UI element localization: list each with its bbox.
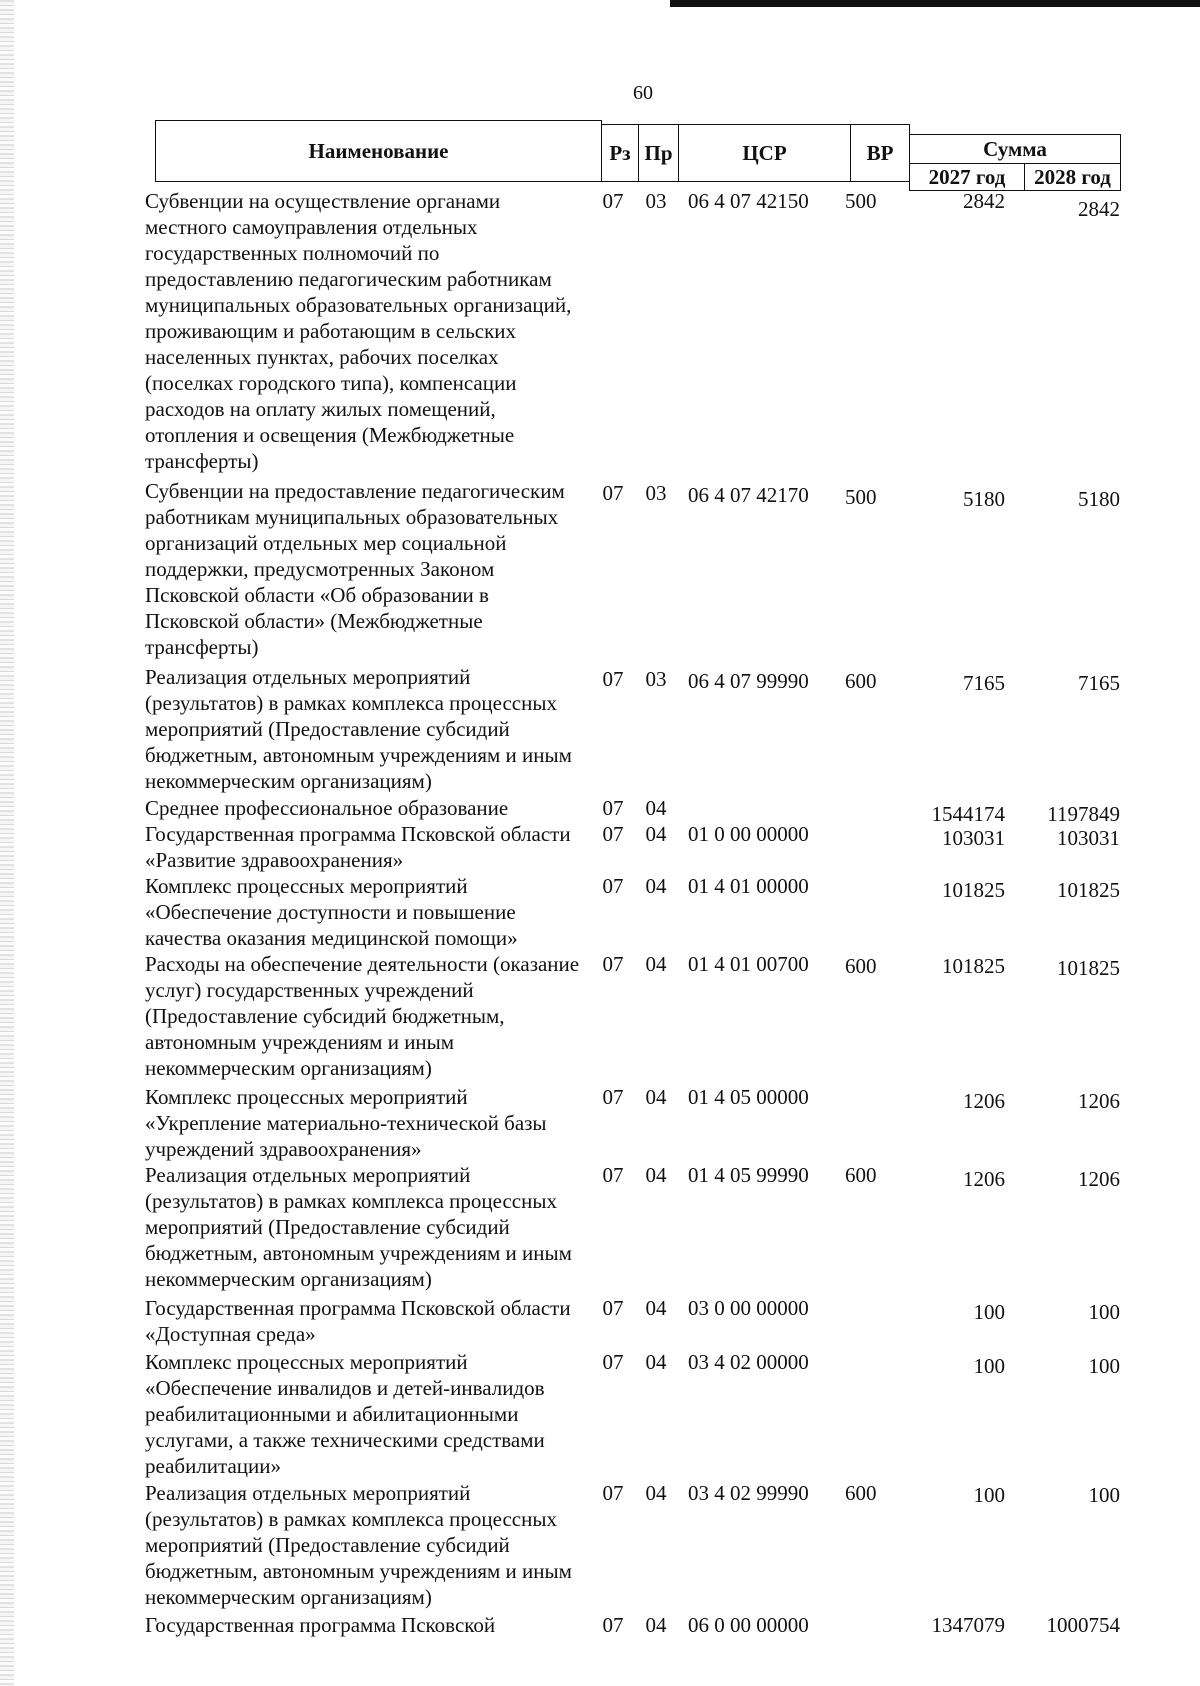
row-csr: 01 4 05 00000	[688, 1085, 809, 1109]
row-pr: 04	[645, 952, 667, 976]
row-rz: 07	[602, 796, 624, 820]
row-name: Субвенции на осуществление органами местного самоуправления отдельных государственных полномочий по предоставлению педагогическим работникам муниципальных образовательных организаций, проживающим и работающим в сельских населенных пунктах, рабочих поселках (поселках городского типа), компенсации расходов на оплату жилых помещений, отопления и освещения (Межбюджетные трансферты)	[145, 189, 572, 473]
row-name: Комплекс процессных мероприятий «Укрепление материально-технической базы учреждений здравоохранения»	[145, 1085, 547, 1161]
row-sum-2028: 100	[1088, 1354, 1120, 1378]
row-rz: 07	[602, 952, 624, 976]
row-name: Государственная программа Псковской области «Развитие здравоохранения»	[145, 822, 571, 872]
row-pr: 03	[645, 667, 667, 691]
row-csr: 03 4 02 00000	[688, 1350, 809, 1374]
row-sum-2027: 1544174	[931, 802, 1005, 826]
row-rz: 07	[602, 1085, 624, 1109]
row-rz: 07	[602, 1296, 624, 1320]
row-csr: 01 4 05 99990	[688, 1163, 809, 1187]
row-vr: 500	[845, 485, 877, 509]
row-sum-2027: 5180	[963, 487, 1005, 511]
row-name: Государственная программа Псковской области «Доступная среда»	[145, 1296, 571, 1346]
row-pr: 04	[645, 1350, 667, 1374]
row-sum-2027: 100	[973, 1483, 1005, 1507]
header-rz: Рз	[609, 140, 631, 165]
row-csr: 01 4 01 00700	[688, 952, 809, 976]
row-sum-2027: 100	[973, 1354, 1005, 1378]
row-sum-2027: 1206	[963, 1167, 1005, 1191]
row-name: Расходы на обеспечение деятельности (оказание услуг) государственных учреждений (Предоставление субсидий бюджетным, автономным учреждениям и иным некоммерческим организациям)	[145, 952, 580, 1080]
row-csr: 01 0 00 00000	[688, 822, 809, 846]
row-sum-2027: 1347079	[931, 1613, 1005, 1637]
row-sum-2028: 100	[1088, 1300, 1120, 1324]
row-csr: 03 4 02 99990	[688, 1481, 809, 1505]
header-name: Наименование	[308, 138, 449, 163]
row-vr: 600	[845, 1481, 877, 1505]
row-rz: 07	[602, 1350, 624, 1374]
row-csr: 06 4 07 42170	[688, 483, 809, 507]
row-name: Комплекс процессных мероприятий «Обеспечение инвалидов и детей-инвалидов реабилитационными и абилитационными услугами, а также техническими средствами реабилитации»	[145, 1350, 545, 1478]
row-sum-2027: 100	[973, 1300, 1005, 1324]
row-name: Государственная программа Псковской	[145, 1613, 496, 1637]
header-pr: Пр	[644, 140, 673, 165]
row-sum-2027: 7165	[963, 671, 1005, 695]
row-sum-2028: 103031	[1057, 826, 1120, 850]
row-pr: 04	[645, 1085, 667, 1109]
row-pr: 04	[645, 874, 667, 898]
row-sum-2027: 103031	[942, 826, 1005, 850]
row-pr: 04	[645, 796, 667, 820]
row-sum-2028: 2842	[1078, 197, 1120, 221]
header-2028: 2028 год	[1034, 164, 1111, 189]
row-pr: 03	[645, 189, 667, 213]
row-sum-2027: 2842	[963, 189, 1005, 213]
row-name: Субвенции на предоставление педагогическим работникам муниципальных образовательных организаций отдельных мер социальной поддержки, предусмотренных Законом Псковской области «Об образовании в Псковской области» (Межбюджетные трансферты)	[145, 479, 565, 659]
row-sum-2027: 101825	[942, 954, 1005, 978]
row-rz: 07	[602, 1481, 624, 1505]
row-rz: 07	[602, 874, 624, 898]
row-sum-2028: 1000754	[1046, 1613, 1120, 1637]
page-number: 60	[633, 82, 653, 104]
row-sum-2028: 1197849	[1047, 802, 1120, 826]
row-vr: 600	[845, 1163, 877, 1187]
row-rz: 07	[602, 667, 624, 691]
row-pr: 04	[645, 1296, 667, 1320]
row-sum-2028: 1206	[1078, 1167, 1120, 1191]
row-sum-2027: 1206	[963, 1089, 1005, 1113]
row-sum-2028: 5180	[1078, 487, 1120, 511]
row-name: Реализация отдельных мероприятий (результатов) в рамках комплекса процессных мероприятий (Предоставление субсидий бюджетным, автономным учреждениям и иным некоммерческим организациям)	[145, 665, 572, 793]
row-name: Среднее профессиональное образование	[145, 796, 509, 820]
row-pr: 03	[645, 481, 667, 505]
row-sum-2028: 101825	[1057, 878, 1120, 902]
header-sum: Сумма	[983, 136, 1047, 161]
row-name: Реализация отдельных мероприятий (результатов) в рамках комплекса процессных мероприятий (Предоставление субсидий бюджетным, автономным учреждениям и иным некоммерческим организациям)	[145, 1481, 572, 1609]
row-rz: 07	[602, 481, 624, 505]
row-csr: 03 0 00 00000	[688, 1296, 809, 1320]
row-csr: 06 4 07 99990	[688, 669, 809, 693]
row-sum-2027: 101825	[942, 878, 1005, 902]
row-name: Комплекс процессных мероприятий «Обеспечение доступности и повышение качества оказания медицинской помощи»	[145, 874, 518, 950]
row-name: Реализация отдельных мероприятий (результатов) в рамках комплекса процессных мероприятий (Предоставление субсидий бюджетным, автономным учреждениям и иным некоммерческим организациям)	[145, 1163, 572, 1291]
row-pr: 04	[645, 1163, 667, 1187]
row-vr: 600	[845, 954, 877, 978]
row-sum-2028: 7165	[1078, 671, 1120, 695]
row-rz: 07	[602, 1613, 624, 1637]
row-sum-2028: 100	[1088, 1483, 1120, 1507]
row-vr: 600	[845, 669, 877, 693]
row-pr: 04	[645, 1481, 667, 1505]
header-vr: ВР	[866, 140, 894, 165]
row-sum-2028: 1206	[1078, 1089, 1120, 1113]
row-csr: 06 4 07 42150	[688, 189, 809, 213]
row-csr: 06 0 00 00000	[688, 1613, 809, 1637]
row-rz: 07	[602, 822, 624, 846]
header-2027: 2027 год	[928, 164, 1006, 189]
row-rz: 07	[602, 189, 624, 213]
row-rz: 07	[602, 1163, 624, 1187]
row-vr: 500	[845, 189, 877, 213]
row-pr: 04	[645, 1613, 667, 1637]
header-csr: ЦСР	[742, 140, 787, 165]
row-csr: 01 4 01 00000	[688, 874, 809, 898]
row-sum-2028: 101825	[1057, 956, 1120, 980]
row-pr: 04	[645, 822, 667, 846]
